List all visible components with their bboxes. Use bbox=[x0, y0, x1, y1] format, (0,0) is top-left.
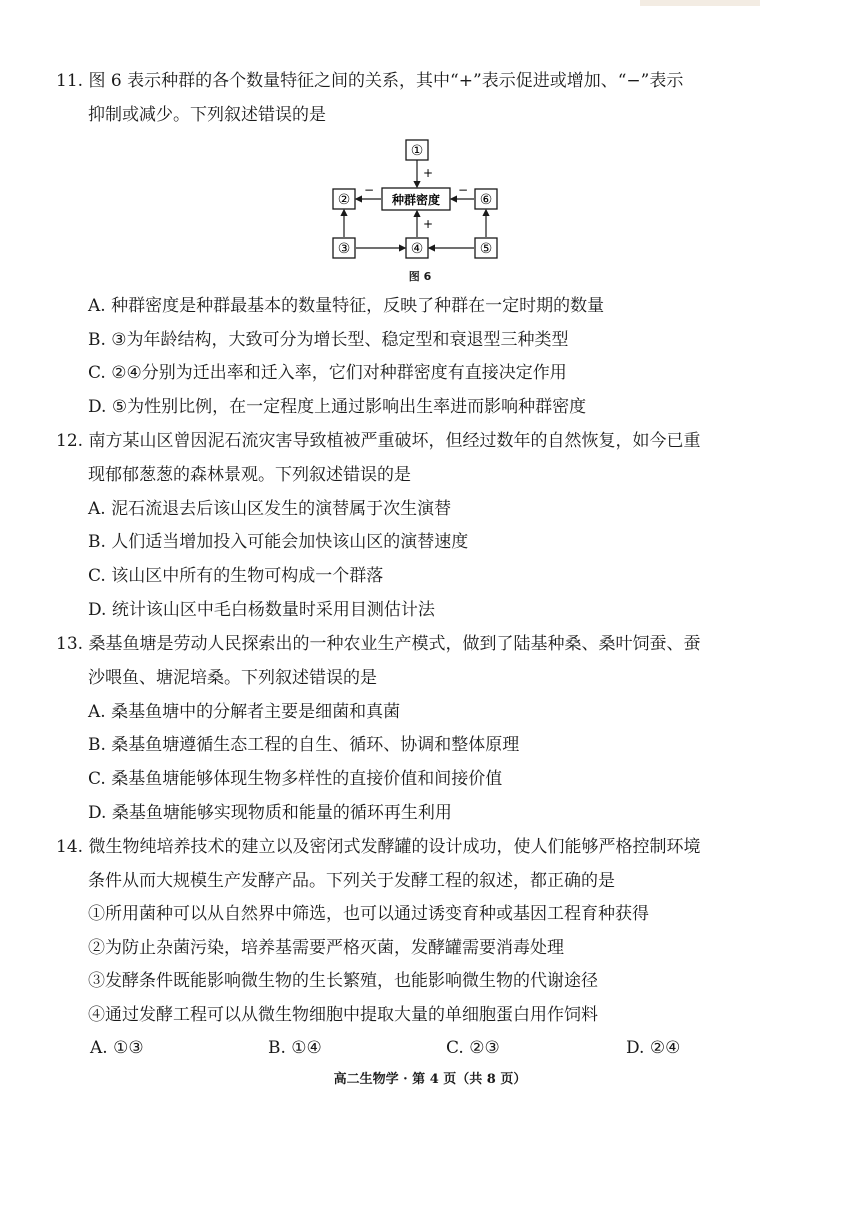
label-5: ⑤ bbox=[479, 241, 493, 257]
q14-statement-4: ④通过发酵工程可以从微生物细胞中提取大量的单细胞蛋白用作饲料 bbox=[88, 1005, 598, 1025]
sign-plus-bottom: + bbox=[423, 217, 434, 231]
q14-stem-line1: 14. 微生物纯培养技术的建立以及密闭式发酵罐的设计成功，使人们能够严格控制环境 bbox=[56, 837, 701, 857]
label-population-density: 种群密度 bbox=[391, 193, 441, 207]
q14-options-row bbox=[0, 1037, 860, 1061]
q14-option-d: D. ②④ bbox=[626, 1038, 681, 1058]
q12-option-c: C. 该山区中所有的生物可构成一个群落 bbox=[88, 566, 384, 586]
q13-option-b: B. 桑基鱼塘遵循生态工程的自生、循环、协调和整体原理 bbox=[88, 735, 520, 755]
sign-minus-left: − bbox=[364, 183, 375, 197]
q12-option-d: D. 统计该山区中毛白杨数量时采用目测估计法 bbox=[88, 600, 435, 620]
q14-stem-line2: 条件从而大规模生产发酵产品。下列关于发酵工程的叙述，都正确的是 bbox=[88, 871, 615, 891]
q12-option-a: A. 泥石流退去后该山区发生的演替属于次生演替 bbox=[88, 499, 452, 519]
label-2: ② bbox=[337, 192, 351, 208]
q14-statement-2: ②为防止杂菌污染，培养基需要严格灭菌，发酵罐需要消毒处理 bbox=[88, 938, 564, 958]
q11-option-d: D. ⑤为性别比例，在一定程度上通过影响出生率进而影响种群密度 bbox=[88, 397, 587, 417]
q14-option-a: A. ①③ bbox=[90, 1038, 144, 1058]
q11-option-a: A. 种群密度是种群最基本的数量特征，反映了种群在一定时期的数量 bbox=[88, 296, 605, 316]
q12-stem-line2: 现郁郁葱葱的森林景观。下列叙述错误的是 bbox=[88, 465, 411, 485]
q11-stem-line1: 11. 图 6 表示种群的各个数量特征之间的关系，其中“+”表示促进或增加、“−”表示 bbox=[56, 71, 684, 91]
label-1: ① bbox=[410, 143, 424, 159]
q13-option-c: C. 桑基鱼塘能够体现生物多样性的直接价值和间接价值 bbox=[88, 769, 503, 789]
q14-option-b: B. ①④ bbox=[268, 1038, 322, 1058]
scan-edge-mark bbox=[640, 0, 760, 6]
q13-option-d: D. 桑基鱼塘能够实现物质和能量的循环再生利用 bbox=[88, 803, 452, 823]
q11-option-b: B. ③为年龄结构，大致可分为增长型、稳定型和衰退型三种类型 bbox=[88, 330, 569, 350]
page-footer: 高二生物学 · 第 4 页（共 8 页） bbox=[333, 1072, 527, 1087]
q13-stem-line1: 13. 桑基鱼塘是劳动人民探索出的一种农业生产模式，做到了陆基种桑、桑叶饲蚕、蚕 bbox=[56, 634, 701, 654]
q11-stem-line2: 抑制或减少。下列叙述错误的是 bbox=[88, 105, 326, 125]
figure-caption: 图 6 bbox=[408, 270, 432, 283]
q12-option-b: B. 人们适当增加投入可能会加快该山区的演替速度 bbox=[88, 532, 469, 552]
q14-statement-3: ③发酵条件既能影响微生物的生长繁殖，也能影响微生物的代谢途径 bbox=[88, 971, 598, 991]
label-4: ④ bbox=[410, 241, 424, 257]
q12-stem-line1: 12. 南方某山区曾因泥石流灾害导致植被严重破坏，但经过数年的自然恢复，如今已重 bbox=[56, 431, 701, 451]
q11-option-c: C. ②④分别为迁出率和迁入率，它们对种群密度有直接决定作用 bbox=[88, 363, 567, 383]
q13-option-a: A. 桑基鱼塘中的分解者主要是细菌和真菌 bbox=[88, 702, 401, 722]
figure-6-diagram bbox=[320, 130, 520, 290]
label-6: ⑥ bbox=[479, 192, 493, 208]
population-features-diagram bbox=[320, 130, 520, 266]
sign-minus-right: − bbox=[458, 183, 469, 197]
q13-stem-line2: 沙喂鱼、塘泥培桑。下列叙述错误的是 bbox=[88, 668, 377, 688]
q14-statement-1: ①所用菌种可以从自然界中筛选，也可以通过诱变育种或基因工程育种获得 bbox=[88, 904, 649, 924]
label-3: ③ bbox=[337, 241, 351, 257]
q14-option-c: C. ②③ bbox=[446, 1038, 500, 1058]
sign-plus-top: + bbox=[423, 166, 434, 180]
